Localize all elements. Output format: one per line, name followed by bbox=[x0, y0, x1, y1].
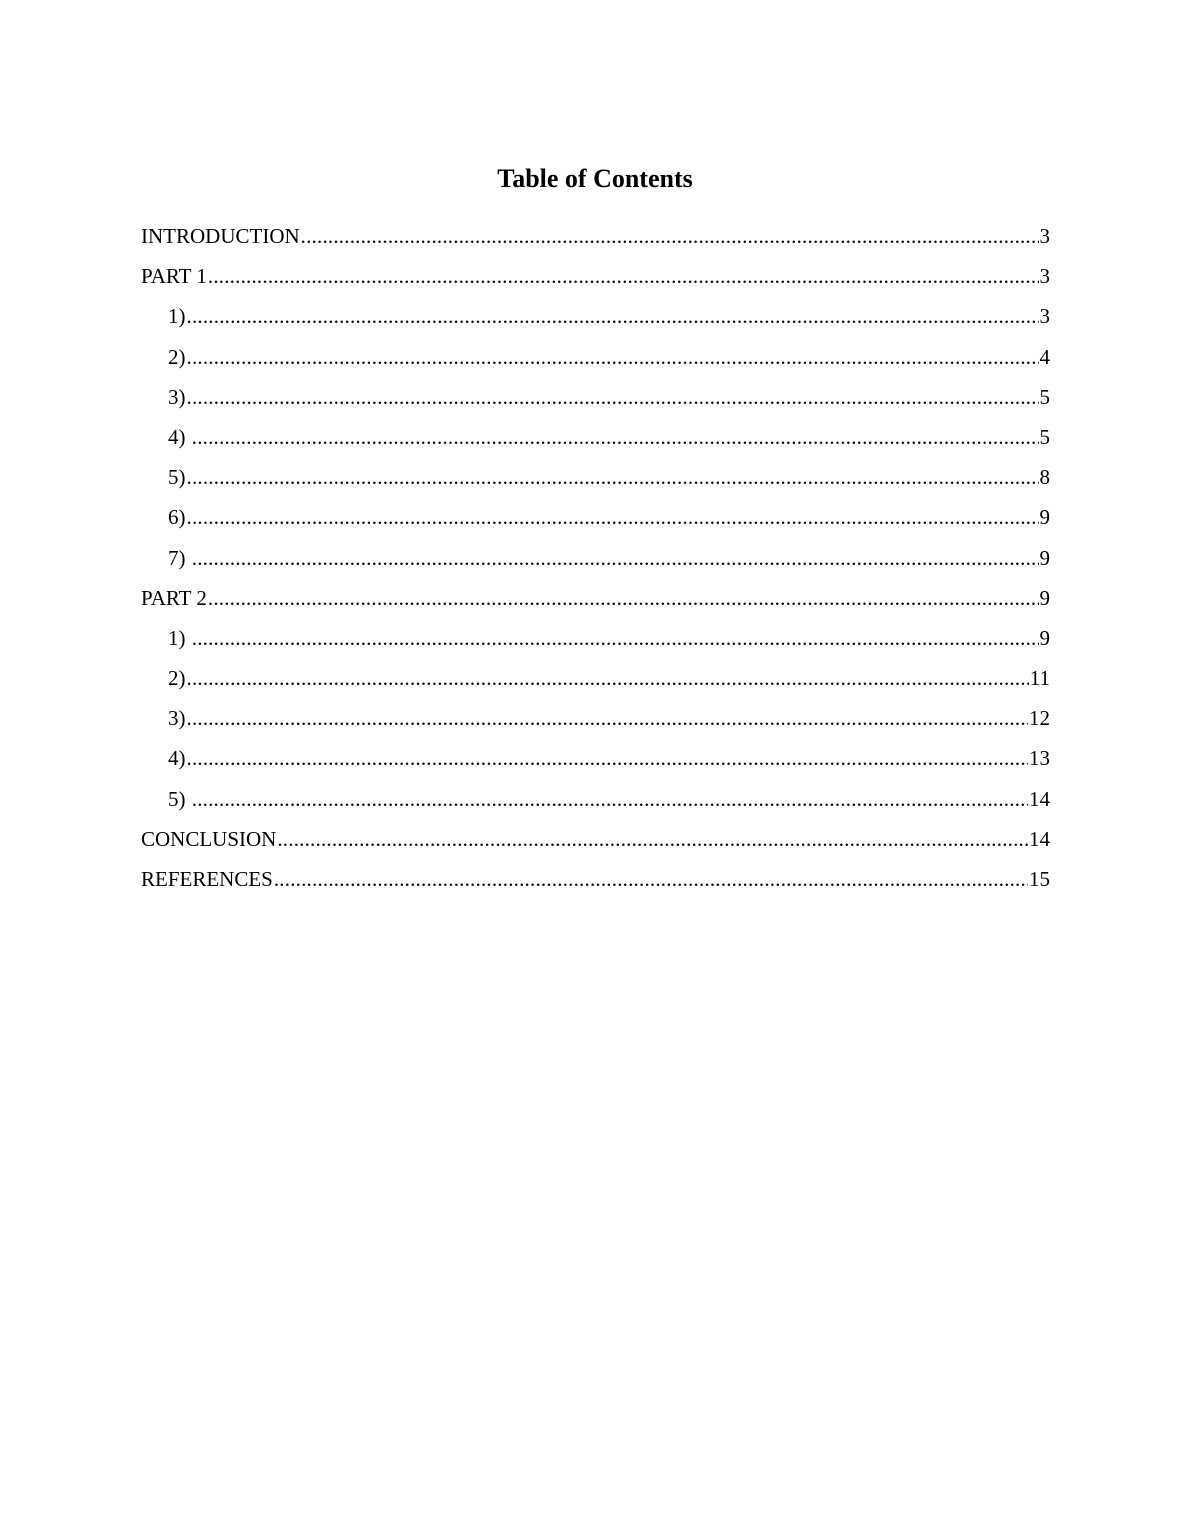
dot-leader bbox=[187, 300, 1039, 332]
toc-page-number: 5 bbox=[1039, 384, 1050, 409]
toc-entry-label: PART 1 bbox=[141, 264, 207, 289]
toc-title: Table of Contents bbox=[497, 164, 693, 193]
dot-leader bbox=[277, 823, 1028, 855]
toc-entry-part-1[interactable] bbox=[141, 260, 1050, 300]
toc-page-number: 14 bbox=[1029, 826, 1050, 851]
toc-page-number: 9 bbox=[1039, 545, 1050, 570]
toc-entry-part-2-item-2[interactable] bbox=[141, 662, 1050, 702]
toc-page-number: 4 bbox=[1039, 344, 1050, 369]
toc-entry-label: 1) bbox=[168, 625, 191, 650]
toc-page-number: 14 bbox=[1029, 786, 1050, 811]
dot-leader bbox=[192, 783, 1028, 815]
toc-entry-references[interactable] bbox=[141, 863, 1050, 903]
toc-entry-part-2-item-4[interactable] bbox=[141, 742, 1050, 782]
toc-entry-introduction[interactable] bbox=[141, 220, 1050, 260]
toc-entry-label: 4) bbox=[168, 424, 191, 449]
toc-entry-label: 5) bbox=[168, 465, 186, 490]
toc-page-number: 9 bbox=[1039, 585, 1050, 610]
toc-entry-conclusion[interactable] bbox=[141, 823, 1050, 863]
toc-entry-part-1-item-4[interactable] bbox=[141, 421, 1050, 461]
toc-entry-label: INTRODUCTION bbox=[141, 224, 300, 248]
dot-leader bbox=[208, 582, 1039, 614]
toc-page-number: 5 bbox=[1039, 424, 1050, 449]
toc-page-number: 9 bbox=[1039, 505, 1050, 530]
toc-entry-label: PART 2 bbox=[141, 585, 207, 610]
toc-entry-label: 5) bbox=[168, 786, 191, 811]
toc-entry-label: 7) bbox=[168, 545, 191, 570]
toc-page-number: 3 bbox=[1039, 304, 1050, 329]
dot-leader bbox=[208, 260, 1039, 292]
toc-page-number: 3 bbox=[1039, 224, 1050, 248]
toc-entry-label: 3) bbox=[168, 706, 186, 731]
toc-entry-part-2[interactable] bbox=[141, 582, 1050, 622]
toc-entry-label: REFERENCES bbox=[141, 867, 273, 891]
toc-entry-label: 4) bbox=[168, 746, 186, 771]
toc-entry-part-2-item-1[interactable] bbox=[141, 622, 1050, 662]
toc-entry-label: 2) bbox=[168, 344, 186, 369]
toc-entry-part-2-item-3[interactable] bbox=[141, 702, 1050, 742]
toc-entry-label: 3) bbox=[168, 384, 186, 409]
toc-entry-part-1-item-6[interactable] bbox=[141, 501, 1050, 541]
dot-leader bbox=[187, 381, 1039, 413]
dot-leader bbox=[187, 702, 1029, 734]
dot-leader bbox=[274, 863, 1028, 895]
dot-leader bbox=[187, 501, 1039, 533]
dot-leader bbox=[192, 542, 1039, 574]
dot-leader bbox=[301, 220, 1039, 252]
dot-leader bbox=[187, 662, 1029, 694]
toc-entry-part-1-item-5[interactable] bbox=[141, 461, 1050, 501]
toc-page-number: 8 bbox=[1039, 465, 1050, 490]
dot-leader bbox=[187, 341, 1039, 373]
toc-list bbox=[141, 220, 1050, 903]
toc-page-number: 12 bbox=[1029, 706, 1050, 731]
dot-leader bbox=[187, 461, 1039, 493]
dot-leader bbox=[192, 622, 1039, 654]
toc-entry-label: CONCLUSION bbox=[141, 826, 277, 851]
dot-leader bbox=[187, 742, 1029, 774]
toc-page-number: 13 bbox=[1029, 746, 1050, 771]
toc-entry-part-1-item-3[interactable] bbox=[141, 381, 1050, 421]
toc-page-number: 11 bbox=[1029, 666, 1050, 691]
toc-entry-part-1-item-7[interactable] bbox=[141, 542, 1050, 582]
toc-entry-label: 6) bbox=[168, 505, 186, 530]
toc-page-number: 15 bbox=[1029, 867, 1050, 891]
toc-page-number: 9 bbox=[1039, 625, 1050, 650]
toc-entry-part-1-item-2[interactable] bbox=[141, 341, 1050, 381]
toc-page-number: 3 bbox=[1039, 264, 1050, 289]
toc-entry-label: 2) bbox=[168, 666, 186, 691]
toc-entry-label: 1) bbox=[168, 304, 186, 329]
toc-entry-part-1-item-1[interactable] bbox=[141, 300, 1050, 340]
dot-leader bbox=[192, 421, 1039, 453]
toc-entry-part-2-item-5[interactable] bbox=[141, 783, 1050, 823]
